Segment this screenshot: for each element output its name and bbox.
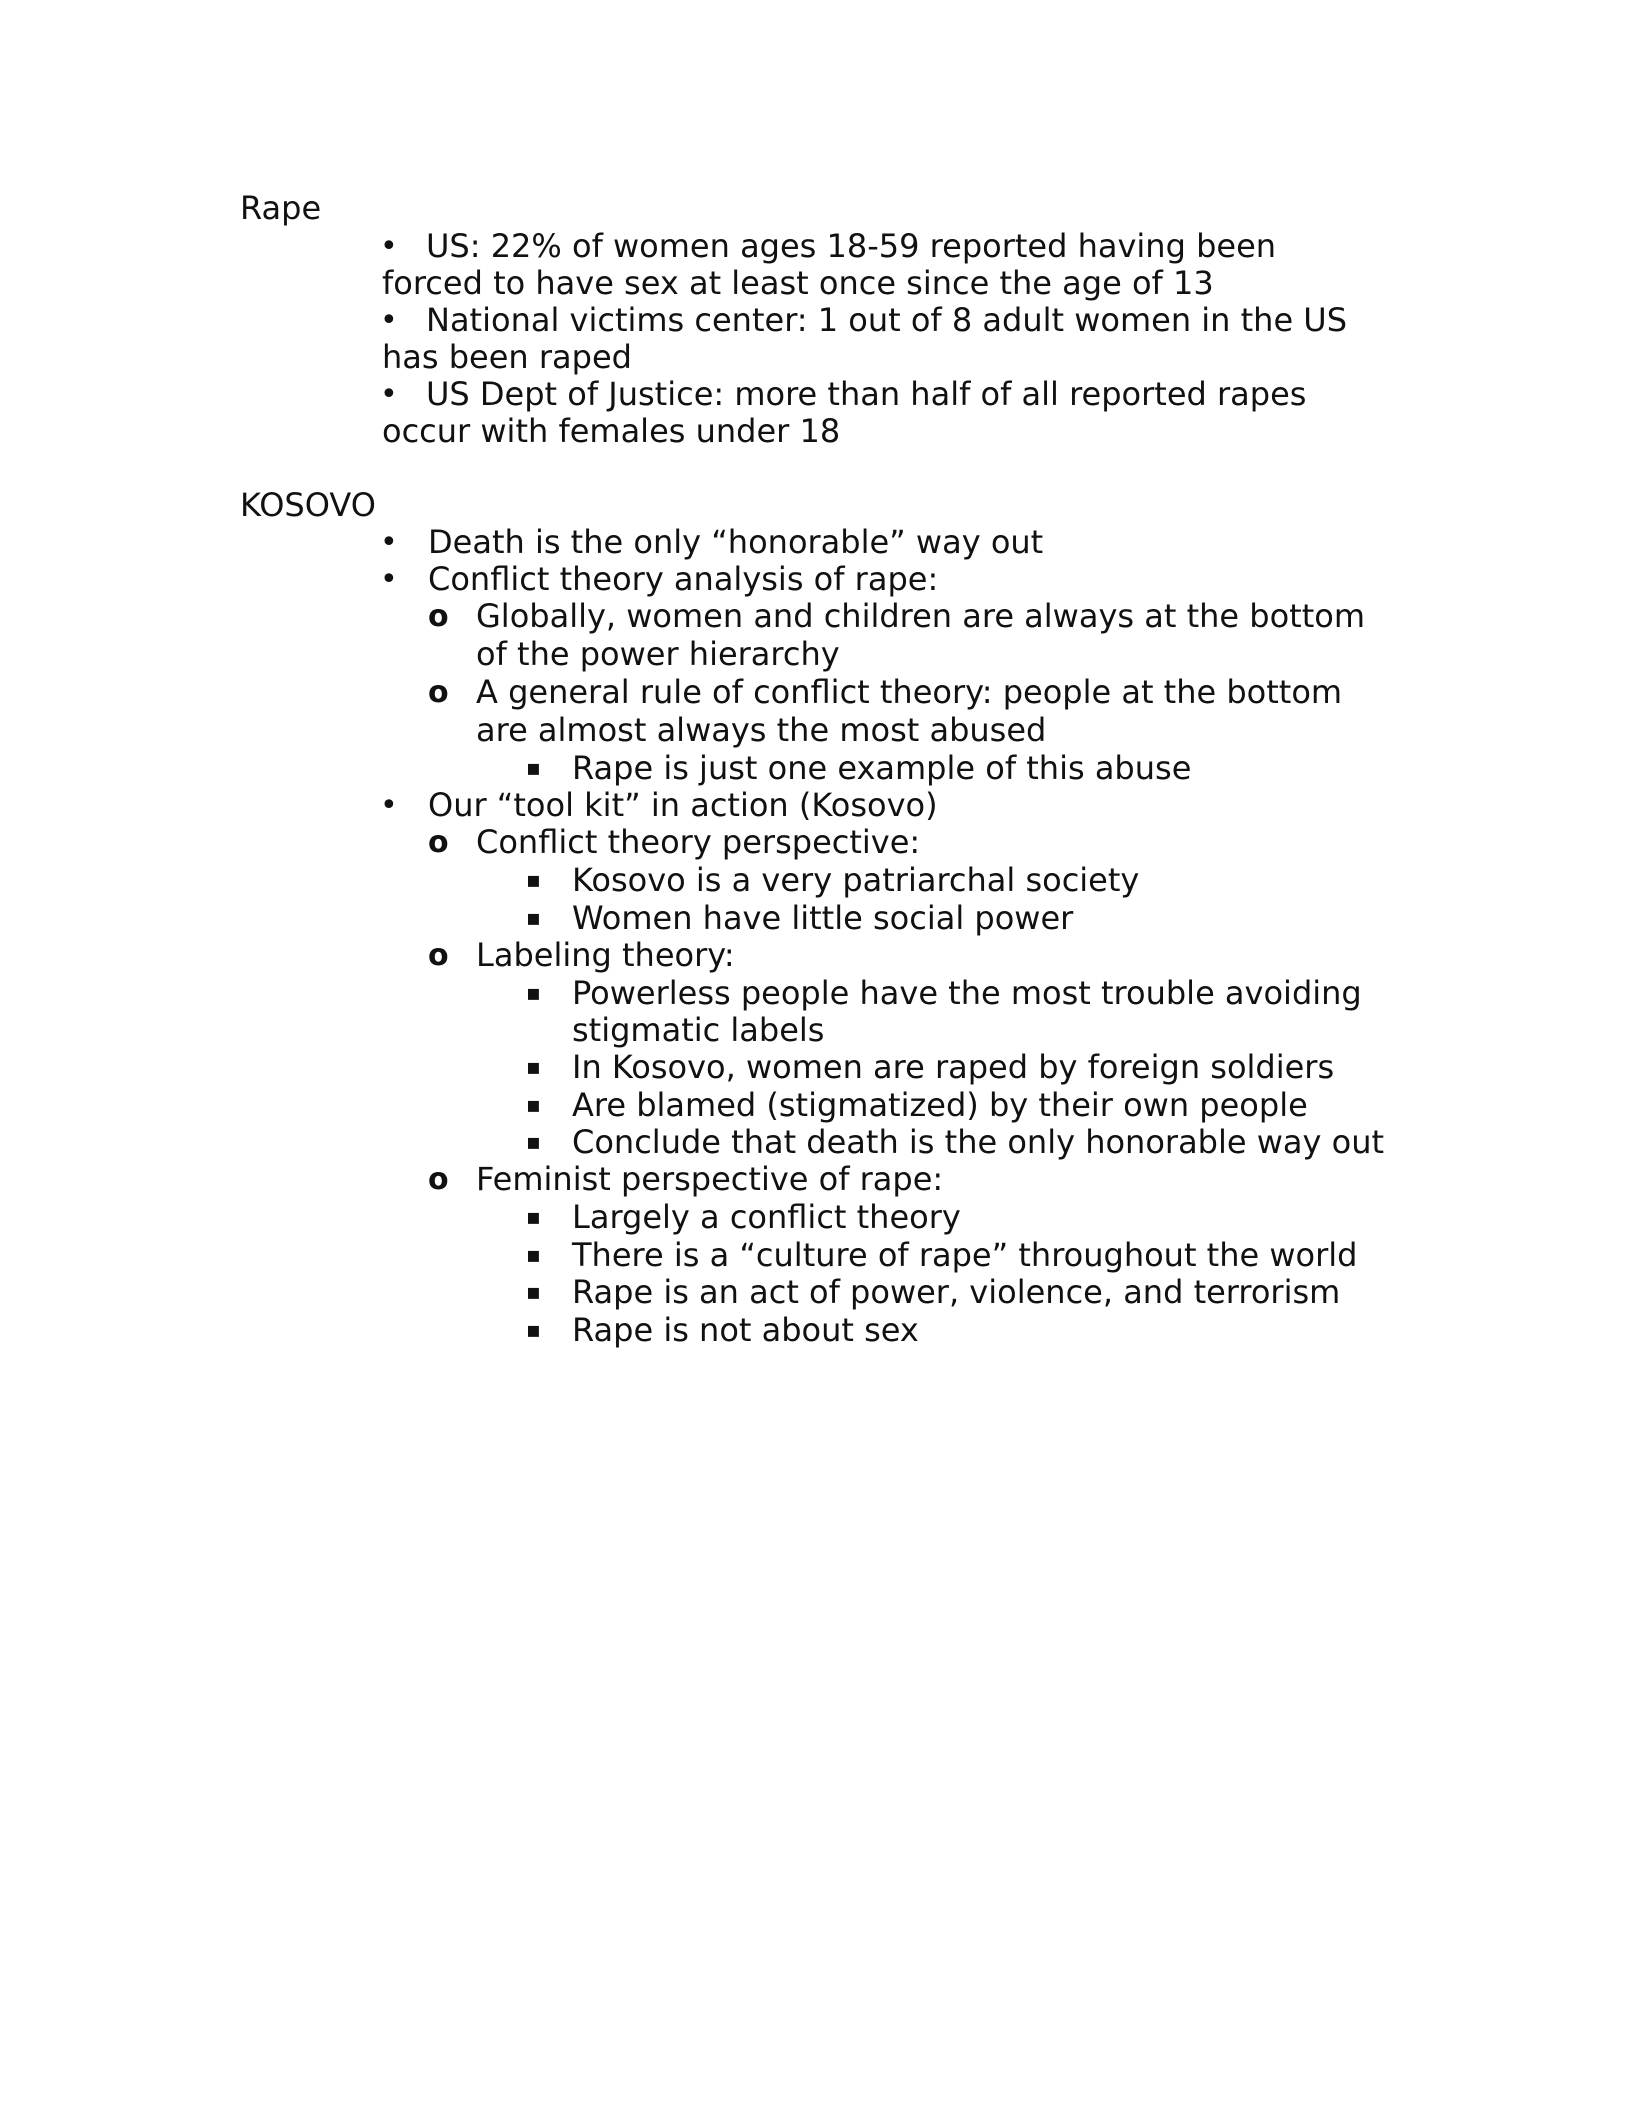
bullet-marker: • <box>380 303 398 338</box>
list-item-text: US Dept of Justice: more than half of all reported rapes <box>426 375 1307 413</box>
list-item-text: has been raped <box>382 338 632 376</box>
list-item-text: Our “tool kit” in action (Kosovo) <box>428 786 938 824</box>
list-item-text: Rape is not about sex <box>572 1311 919 1349</box>
sub-sub-bullet-marker: ▪ <box>526 1318 541 1343</box>
sub-sub-bullet-marker: ▪ <box>526 868 541 893</box>
list-item-text: are almost always the most abused <box>476 711 1047 749</box>
section-heading-kosovo: KOSOVO <box>240 486 376 524</box>
sub-bullet-marker: o <box>428 825 449 860</box>
list-item-text: Feminist perspective of rape: <box>476 1160 944 1198</box>
list-item-text: A general rule of conflict theory: people at the bottom <box>476 673 1343 711</box>
list-item-text: Globally, women and children are always at the bottom <box>476 597 1365 635</box>
sub-sub-bullet-marker: ▪ <box>526 756 541 781</box>
list-item-text: There is a “culture of rape” throughout the world <box>572 1236 1358 1274</box>
list-item-text: forced to have sex at least once since the age of 13 <box>382 264 1214 302</box>
bullet-marker: • <box>380 525 398 560</box>
sub-bullet-marker: o <box>428 599 449 634</box>
sub-sub-bullet-marker: ▪ <box>526 1055 541 1080</box>
list-item-text: Rape is just one example of this abuse <box>572 749 1192 787</box>
list-item-text: occur with females under 18 <box>382 412 841 450</box>
sub-sub-bullet-marker: ▪ <box>526 906 541 931</box>
sub-bullet-marker: o <box>428 675 449 710</box>
list-item-text: In Kosovo, women are raped by foreign soldiers <box>572 1048 1335 1086</box>
list-item-text: Conflict theory perspective: <box>476 823 921 861</box>
sub-sub-bullet-marker: ▪ <box>526 981 541 1006</box>
list-item-text: Largely a conflict theory <box>572 1198 961 1236</box>
list-item-text: Conflict theory analysis of rape: <box>428 560 939 598</box>
list-item-text: Powerless people have the most trouble avoiding <box>572 974 1362 1012</box>
bullet-marker: • <box>380 562 398 597</box>
bullet-marker: • <box>380 377 398 412</box>
list-item-text: Rape is an act of power, violence, and terrorism <box>572 1273 1341 1311</box>
list-item-text: Kosovo is a very patriarchal society <box>572 861 1140 899</box>
list-item-text: Conclude that death is the only honorable way out <box>572 1123 1385 1161</box>
section-heading-rape: Rape <box>240 189 322 227</box>
list-item-text: of the power hierarchy <box>476 635 840 673</box>
list-item-text: National victims center: 1 out of 8 adult women in the US <box>426 301 1348 339</box>
list-item-text: US: 22% of women ages 18-59 reported having been <box>426 227 1277 265</box>
bullet-marker: • <box>380 229 398 264</box>
list-item-text: Women have little social power <box>572 899 1074 937</box>
sub-sub-bullet-marker: ▪ <box>526 1130 541 1155</box>
sub-sub-bullet-marker: ▪ <box>526 1093 541 1118</box>
sub-sub-bullet-marker: ▪ <box>526 1243 541 1268</box>
list-item-text: Labeling theory: <box>476 936 735 974</box>
list-item-text: stigmatic labels <box>572 1011 825 1049</box>
bullet-marker: • <box>380 788 398 823</box>
sub-sub-bullet-marker: ▪ <box>526 1205 541 1230</box>
sub-bullet-marker: o <box>428 1162 449 1197</box>
sub-sub-bullet-marker: ▪ <box>526 1280 541 1305</box>
list-item-text: Are blamed (stigmatized) by their own people <box>572 1086 1308 1124</box>
list-item-text: Death is the only “honorable” way out <box>428 523 1044 561</box>
sub-bullet-marker: o <box>428 938 449 973</box>
